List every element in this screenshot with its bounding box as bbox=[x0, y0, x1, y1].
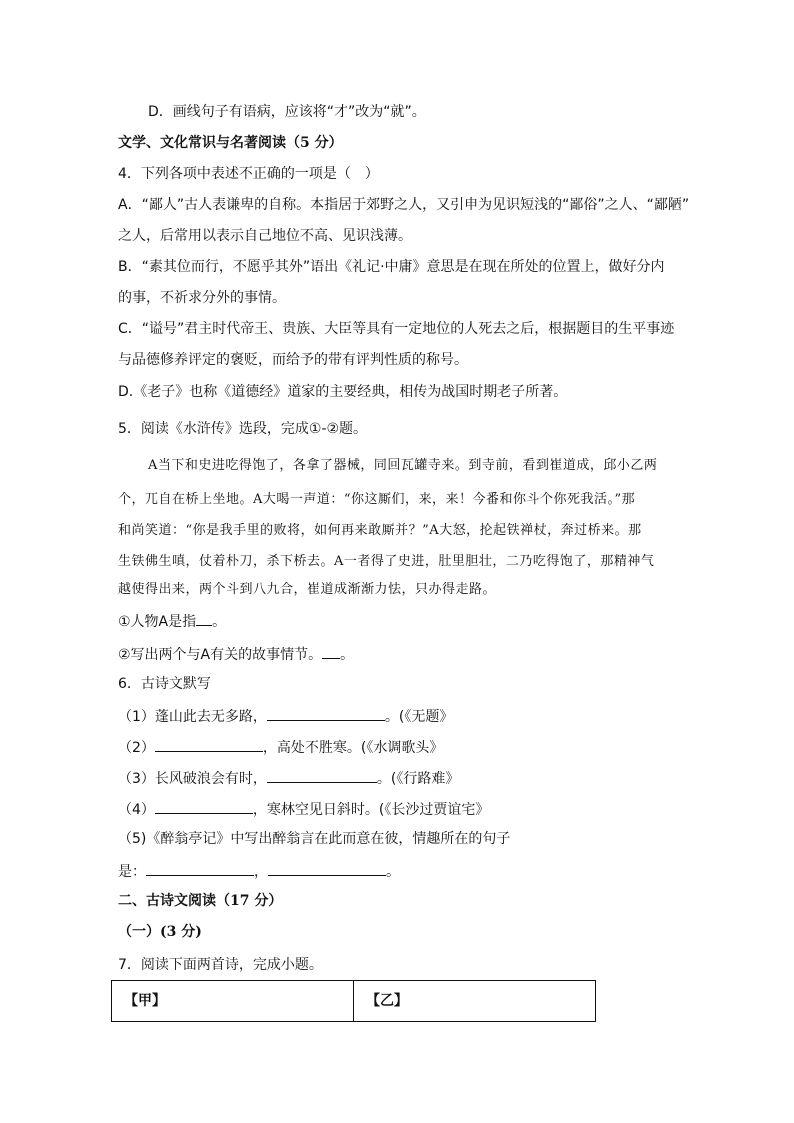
q6-item-4-number: （4） bbox=[118, 802, 155, 818]
q6-item-2 bbox=[118, 736, 678, 758]
q4-option-a-line1: A．“鄙人”古人表谦卑的自称。本指居于郊野之人，又引申为见识短浅的“鄙俗”之人、“鄙陋” bbox=[118, 197, 690, 213]
q6-item-5-answer bbox=[118, 860, 678, 882]
q5-stem: 5．阅读《水浒传》选段，完成①-②题。 bbox=[118, 421, 368, 437]
q5-sub2 bbox=[118, 643, 678, 665]
q6-item-3-source: 。(《行路难》 bbox=[376, 771, 460, 787]
q6-item-5-end: 。 bbox=[386, 864, 400, 880]
excerpt-line-2: 个，兀自在桥上坐地。A大喝一声道：“你这厮们，来，来！今番和你斗个你死我活。”那 bbox=[118, 492, 636, 507]
q5-sub2-end: 。 bbox=[340, 647, 355, 663]
excerpt-line-1: A当下和史进吃得饱了，各拿了器械，同回瓦罐寺来。到寺前，看到崔道成，邱小乙两 bbox=[148, 458, 658, 473]
q5-sub1-end: 。 bbox=[212, 614, 227, 630]
q6-item-4 bbox=[118, 798, 678, 820]
answer-blank[interactable] bbox=[155, 736, 263, 752]
q6-item-5: （5)《醉翁亭记》中写出醉翁言在此而意在彼，情趣所在的句子 bbox=[118, 831, 511, 847]
q5-sub2-text: ②写出两个与A有关的故事情节。 bbox=[118, 647, 323, 663]
answer-blank[interactable] bbox=[322, 643, 340, 659]
q4-option-b-line1: B．“素其位而行，不愿乎其外”语出《礼记·中庸》意思是在现在所处的位置上，做好分内 bbox=[118, 259, 665, 275]
q6-item-2-prompt: ，高处不胜寒。(《水调歌头》 bbox=[262, 740, 444, 756]
q3-option-d: D．画线句子有语病，应该将“才”改为“就”。 bbox=[148, 104, 426, 120]
answer-blank[interactable] bbox=[267, 767, 377, 783]
q6-item-4-prompt: ，寒林空见日斜时。(《长沙过贾谊宅》 bbox=[252, 802, 490, 818]
q6-stem: 6．古诗文默写 bbox=[118, 676, 211, 692]
q4-option-d: D.《老子》也称《道德经》道家的主要经典，相传为战国时期老子所著。 bbox=[118, 384, 568, 400]
q6-item-5-comma: ， bbox=[254, 864, 268, 880]
answer-blank[interactable] bbox=[268, 860, 386, 876]
q5-sub1-text: ①人物A是指 bbox=[118, 614, 197, 630]
subsection-heading: （一）(3 分) bbox=[118, 924, 202, 940]
q7-stem: 7．阅读下面两首诗，完成小题。 bbox=[118, 957, 323, 973]
section-heading-poetry: 二、古诗文阅读（17 分） bbox=[118, 893, 283, 909]
q6-item-1-source: 。(《无题》 bbox=[384, 709, 454, 725]
answer-blank[interactable] bbox=[196, 610, 212, 626]
q6-item-1-prompt: （1）蓬山此去无多路， bbox=[118, 709, 267, 725]
answer-blank[interactable] bbox=[146, 860, 254, 876]
section-heading-literature: 文学、文化常识与名著阅读（5 分） bbox=[118, 135, 343, 151]
excerpt-line-3: 和尚笑道：“你是我手里的败将，如何再来敢厮并？”A大怒，抡起铁禅杖，奔过桥来。那 bbox=[118, 523, 642, 538]
poem-table bbox=[111, 980, 596, 1022]
q5-sub1 bbox=[118, 610, 678, 632]
answer-blank[interactable] bbox=[155, 798, 253, 814]
q6-item-1 bbox=[118, 705, 678, 727]
poem-table-yi: 【乙】 bbox=[353, 981, 595, 1021]
q6-item-3 bbox=[118, 767, 678, 789]
poem-table-jia: 【甲】 bbox=[124, 993, 166, 1009]
q4-option-a-line2: 之人，后常用以表示自己地位不高、见识浅薄。 bbox=[118, 228, 412, 244]
q6-item-2-number: （2） bbox=[118, 740, 155, 756]
q4-option-c-line2: 与品德修养评定的褒贬，而给予的带有评判性质的称号。 bbox=[118, 352, 468, 368]
answer-blank[interactable] bbox=[267, 705, 385, 721]
q6-item-3-prompt: （3）长风破浪会有时， bbox=[118, 771, 267, 787]
excerpt-line-4: 生铁佛生嗔，仗着朴刀，杀下桥去。A一者得了史进，肚里胆壮，二乃吃得饱了，那精神气 bbox=[118, 554, 655, 569]
q4-option-c-line1: C．“谥号”君主时代帝王、贵族、大臣等具有一定地位的人死去之后，根据题目的生平事迹 bbox=[118, 321, 675, 337]
q6-item-5-prefix: 是： bbox=[118, 864, 146, 880]
q4-stem: 4．下列各项中表述不正确的一项是（ ） bbox=[118, 166, 379, 182]
q4-option-b-line2: 的事，不祈求分外的事情。 bbox=[118, 290, 286, 306]
excerpt-line-5: 越使得出来，两个斗到八九合，崔道成渐渐力怯，只办得走路。 bbox=[118, 582, 497, 597]
